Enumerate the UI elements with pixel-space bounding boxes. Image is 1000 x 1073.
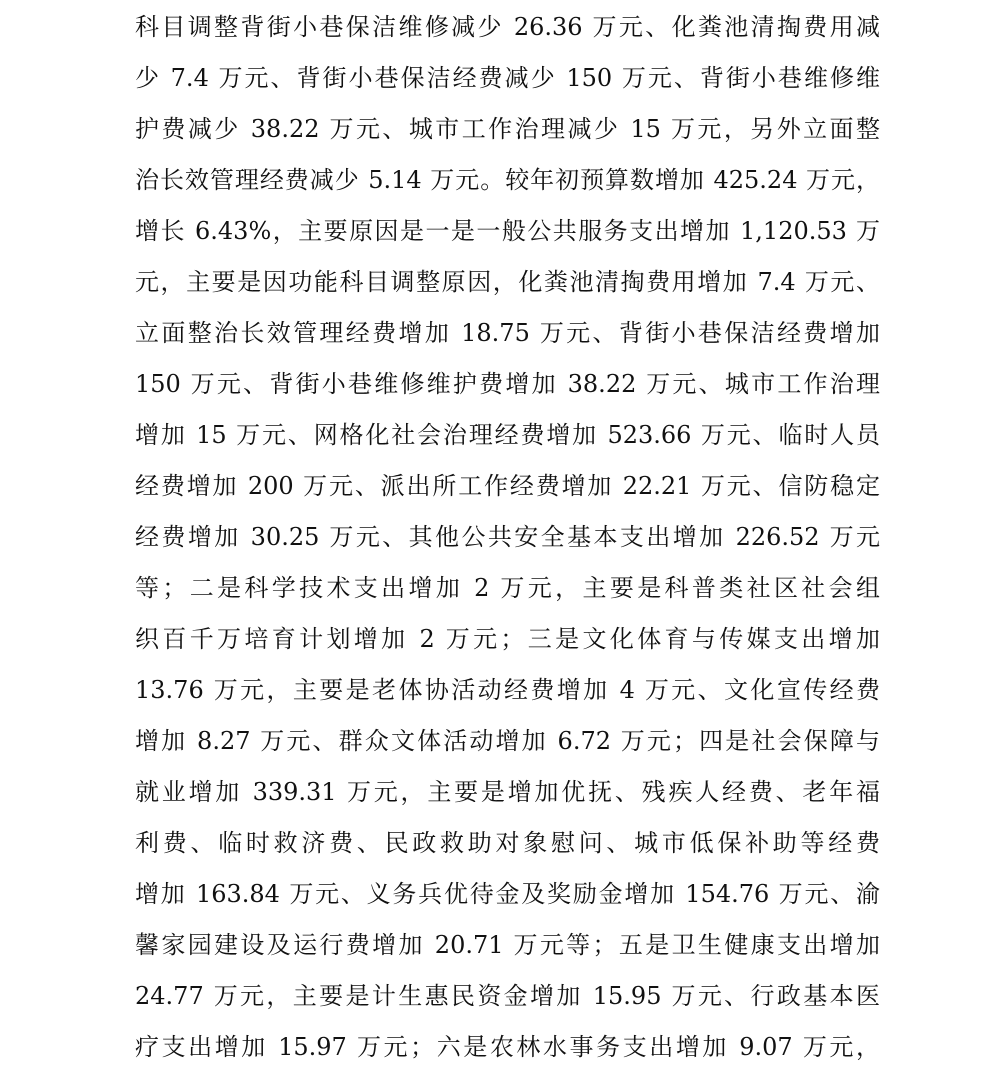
text-line: 等；二是科学技术支出增加 2 万元，主要是科普类社区社会组 xyxy=(135,574,880,602)
text-line: 150 万元、背街小巷维修维护费增加 38.22 万元、城市工作治理 xyxy=(135,370,880,398)
text-line: 增加 8.27 万元、群众文体活动增加 6.72 万元；四是社会保障与 xyxy=(135,727,880,755)
text-line: 就业增加 339.31 万元，主要是增加优抚、残疾人经费、老年福 xyxy=(135,778,880,806)
text-line: 织百千万培育计划增加 2 万元；三是文化体育与传媒支出增加 xyxy=(135,625,880,653)
text-line: 疗支出增加 15.97 万元；六是农林水事务支出增加 9.07 万元， xyxy=(135,1033,880,1061)
text-line: 经费增加 200 万元、派出所工作经费增加 22.21 万元、信防稳定 xyxy=(135,472,880,500)
text-line: 护费减少 38.22 万元、城市工作治理减少 15 万元，另外立面整 xyxy=(135,115,880,143)
text-line: 13.76 万元，主要是老体协活动经费增加 4 万元、文化宣传经费 xyxy=(135,676,880,704)
text-line: 元，主要是因功能科目调整原因，化粪池清掏费用增加 7.4 万元、 xyxy=(135,268,880,296)
text-line: 利费、临时救济费、民政救助对象慰问、城市低保补助等经费 xyxy=(135,829,880,857)
text-line: 少 7.4 万元、背街小巷保洁经费减少 150 万元、背街小巷维修维 xyxy=(135,64,880,92)
text-line: 增加 15 万元、网格化社会治理经费增加 523.66 万元、临时人员 xyxy=(135,421,880,449)
text-line: 馨家园建设及运行费增加 20.71 万元等；五是卫生健康支出增加 xyxy=(135,931,880,959)
text-line: 科目调整背街小巷保洁维修减少 26.36 万元、化粪池清掏费用减 xyxy=(135,13,880,41)
text-line: 增长 6.43%，主要原因是一是一般公共服务支出增加 1,120.53 万 xyxy=(135,217,880,245)
text-line: 治长效管理经费减少 5.14 万元。较年初预算数增加 425.24 万元， xyxy=(135,166,880,194)
text-line: 经费增加 30.25 万元、其他公共安全基本支出增加 226.52 万元 xyxy=(135,523,880,551)
text-line: 立面整治长效管理经费增加 18.75 万元、背街小巷保洁经费增加 xyxy=(135,319,880,347)
text-line: 24.77 万元，主要是计生惠民资金增加 15.95 万元、行政基本医 xyxy=(135,982,880,1010)
body-paragraph xyxy=(135,2,880,1073)
text-line: 增加 163.84 万元、义务兵优待金及奖励金增加 154.76 万元、渝 xyxy=(135,880,880,908)
